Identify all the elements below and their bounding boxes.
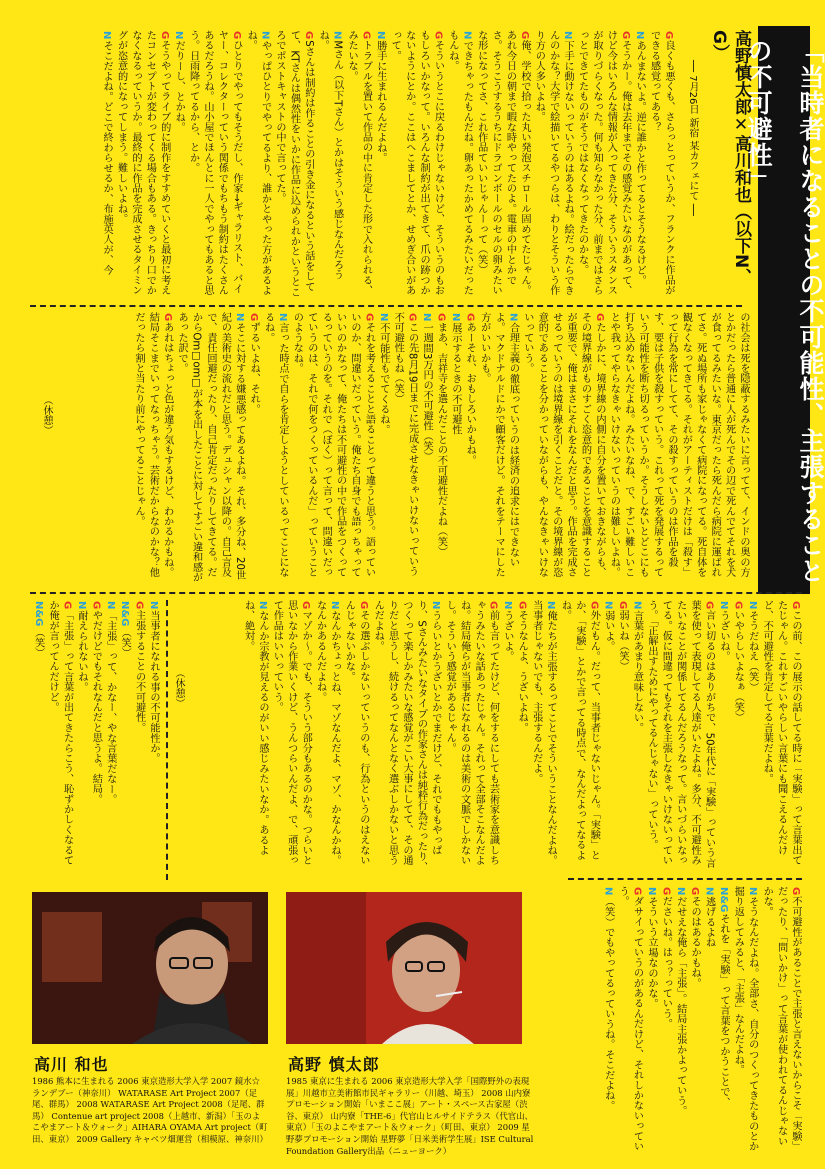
speaker-mark: G xyxy=(593,313,605,322)
speaker-mark: N xyxy=(256,601,268,610)
speaker-mark: G xyxy=(689,887,701,896)
dialogue-line xyxy=(632,30,646,300)
divider-vertical xyxy=(166,600,168,880)
dialogue-line xyxy=(171,30,185,300)
dialogue-line xyxy=(701,886,715,1154)
speaker-mark: N xyxy=(374,31,386,40)
dialogue-text: 良くも悪くも、さらっとっていうか、フランクに作品ができる感覚ってある？ xyxy=(648,30,674,296)
dialogue-text: 前も言ってたけど、何をするにしても芸術家を意識しちゃうみたいな話あったじゃん。それって全部そこなんだよね。結局俺らが当事者になれるのは美術の文脈でしかないし。そういう感覚があるじゃん。 xyxy=(444,600,499,866)
speaker-mark: N xyxy=(507,313,519,322)
speaker-mark: N xyxy=(421,313,433,322)
speaker-mark: G xyxy=(90,601,102,610)
dialogue-block-top xyxy=(30,30,675,300)
speaker-mark: G xyxy=(302,31,314,40)
dialogue-text: あんまないよ。逆に誰かと作ってるとそうなるけど。 xyxy=(634,40,646,286)
dialogue-text: うらいとかうざいとかでまだけど、それでももやっぱり、Sさんみたいなタイプの作家さんは純粋行為だったり、つくって楽しかみたいな感覚がこい大事にしてて、その通りだと思うし、続けるってなんとなく選ぶしかないと思うんだよね。 xyxy=(372,600,441,872)
dialogue-text: いやらしいよなぁ（笑） xyxy=(732,610,744,723)
dialogue-text: やっぱひとりでやってるより、誰かとやった方があるよね。 xyxy=(245,30,271,296)
dialogue-text: なんか宗教が見えるのがいい感じみたいなか。あるよね、絶対。 xyxy=(242,600,268,856)
dialogue-line xyxy=(419,312,433,584)
dialogue-text: そうなんだよね。全部さ、自分のつくってきたものとか掘り返してみると、「主張」なんだよね。 xyxy=(732,886,758,1152)
dialogue-text: 言い切るのはありがちで、50年代に「実験」っていう言葉を使って表現してる人達がいたよね。多分、不可避性みたいなことが関係してるんだろうなって。言いづらいなってる。仮に間違ってもそれを主張しなきゃいけないっていう。「正解出すためにやってるんじゃない」っていう。 xyxy=(645,600,715,868)
dialogue-line xyxy=(600,886,614,1154)
dialogue-text: まあ、吉祥寺を選んだことの不可避性だよね（笑） xyxy=(435,322,447,557)
dialogue-line xyxy=(658,886,672,1154)
speaker-mark: N xyxy=(602,601,614,610)
dialogue-line xyxy=(246,312,260,584)
speaker-mark: N xyxy=(259,31,271,40)
speaker-mark: N xyxy=(501,601,513,610)
speaker-mark: G xyxy=(588,601,600,610)
meeting-info: ── 7月26日 新宿 某カフェにて ── xyxy=(687,60,698,216)
dialogue-line xyxy=(269,600,312,872)
speaker-mark: N xyxy=(277,313,288,322)
speaker-mark: G xyxy=(406,313,418,322)
speaker-mark: N xyxy=(545,601,557,610)
speaker-mark: N xyxy=(449,313,461,322)
speaker-mark: N&G xyxy=(32,601,44,627)
divider-middle xyxy=(30,592,802,594)
profile-name-takano: 高野 慎太郎 xyxy=(288,1055,380,1074)
dialogue-line xyxy=(629,600,643,872)
dialogue-text: そうなんよ、うざいよね。 xyxy=(516,610,528,733)
divider-top xyxy=(30,305,742,307)
speaker-mark: G xyxy=(248,313,260,322)
dialogue-text: やだけどでもそれなんだと思うよ。結局。 xyxy=(90,610,102,805)
dialogue-line xyxy=(687,886,701,1154)
dialogue-text: 下手に動けないっていうのはあるよね。絵だったらできんのかな？大学で絵描いてるやつらは、わりとそういう作り方の人多いよね。 xyxy=(533,30,574,296)
dialogue-line xyxy=(644,600,716,872)
dialogue-text: その選ぶしかないっていうのも、行為というのはえないんじゃないかな。 xyxy=(343,600,369,866)
dialogue-text: ずるいよね、それ。 xyxy=(248,322,260,415)
dialogue-text: ださいね。はっ？っていう。 xyxy=(660,896,672,1029)
dialogue-line xyxy=(557,600,600,872)
speaker-mark: N xyxy=(329,601,340,610)
dialogue-line xyxy=(146,600,160,872)
speaker-mark: G xyxy=(435,313,447,322)
dialogue-text: そうやってライブ的に制作をすすめていくと最初に考えたコンセプトが変わってくる場合もある。きっちり口でかなくなるっていうか。最終的に作品を完成させるタイミングが恣意的になってしまう。難しいよね。 xyxy=(115,30,170,296)
dialogue-text: 耐えられないね。 xyxy=(75,610,87,692)
dialogue-line xyxy=(45,600,74,872)
dialogue-line xyxy=(312,600,341,872)
dialogue-text: そういう立場なのかな。 xyxy=(645,896,657,1009)
speaker-mark: N xyxy=(703,887,715,896)
dialogue-line xyxy=(341,600,370,872)
dialogue-line xyxy=(30,600,44,872)
dialogue-block-middle xyxy=(30,312,750,584)
dialogue-line xyxy=(74,600,88,872)
dialogue-block-lower-left xyxy=(30,600,160,872)
dialogue-text: だりーし、とかね。 xyxy=(173,40,185,133)
dialogue-line xyxy=(646,30,675,300)
speaker-mark: N xyxy=(631,601,643,610)
dialogue-text: 「主張」って言葉が出てきたらこう、恥ずかしくなるてか俺が言ってんだけど。 xyxy=(47,600,73,866)
dialogue-text: 合理主義の徹底っていうのは経済の追求にはできないよ。マクドナルドにかで顧客だけど。それをテーマにした方がいいかも。 xyxy=(478,312,519,578)
speaker-mark: G xyxy=(360,31,372,40)
speaker-mark: N xyxy=(674,887,686,896)
dialogue-line xyxy=(531,30,574,300)
dialogue-line xyxy=(520,312,606,584)
dialogue-line xyxy=(185,30,243,300)
dialogue-text: そのはあるかもね。 xyxy=(689,896,701,989)
dialogue-text: Sさんは制約は作ることの引き金になるという話をしてて、KTさんは偶然性をいかに作品に込められかというところでポストキャストの中で言ってた。 xyxy=(274,30,314,298)
speaker-mark: N xyxy=(645,887,657,896)
dialogue-line xyxy=(102,600,116,872)
speaker-mark: N xyxy=(634,31,646,40)
dialogue-line xyxy=(730,600,744,872)
dialogue-text: トラブルを置いて作品の中に肯定した形で入れられる、みたいな。 xyxy=(346,30,372,296)
dialogue-line xyxy=(499,600,513,872)
speaker-mark: G xyxy=(663,31,674,40)
speaker-mark: G xyxy=(732,601,744,610)
profile-bio-takagawa: 1986 熊本に生まれる 2006 東京造形大学入学 2007 鏡水☆ランデブー（神奈川） WATARASE Art Project 2007（足尾、群馬） 2008 WATARASE Art Project 2008（足尾、群馬） Contenue art project 2008（上越市、新潟）「玉のよこやまアート＆ウォーク」AIHARA OYAMA Art project（町田、東京） 2009 Gallery キャベツ畑運営（相模原、神奈川） xyxy=(32,1076,268,1144)
dialogue-text: うざいね。 xyxy=(717,610,729,662)
dialogue-line xyxy=(344,30,373,300)
speaker-mark: N xyxy=(717,601,729,610)
photo-takagawa xyxy=(32,892,268,1044)
dialogue-text: そういうとこに戻るわけじゃないけど、そういうのもおもしろいかなって。いろんな制約が出てきて、爪の跡つかないようにとか。ここはヘこましてとか、せめぎ合いがあって。 xyxy=(389,30,444,296)
dialogue-line xyxy=(131,312,174,584)
dialogue-line xyxy=(606,312,750,584)
dialogue-text: 外だもん。だって、当事者じゃないじゃん。「実験」とか、「実験」とかで言ってる時点で、なんだよってなるよね。 xyxy=(559,600,600,861)
dialogue-text: （笑）でもやってるっていうね。そこだよね。 xyxy=(602,896,614,1111)
dialogue-text: うざいよ。 xyxy=(501,610,513,662)
dialogue-text: この先8月19日までに完成させなきゃいけないっていう不可避性もね（笑） xyxy=(392,312,418,577)
speaker-mark: G xyxy=(487,601,499,610)
dialogue-line xyxy=(272,30,315,300)
speaker-mark: N xyxy=(562,31,574,40)
dialogue-text: 主張することの不可避性。 xyxy=(133,610,145,733)
speaker-mark: G xyxy=(703,601,715,610)
dialogue-text: 弱いね（笑） xyxy=(617,610,629,672)
article-title: 「当時者になることの不可能性、主張することの不可避性」 xyxy=(744,38,825,584)
dialogue-block-lower xyxy=(172,600,802,872)
dialogue-text: の社会は死を隠蔽するみたいに言ってて、インドの奥の方とかだったら普通に人が死んでその辺で死んでてそれを犬が食ってるみたいな。東京だったら死んだら病院に運ばれてさ。死ぬ場所も家じゃなくて病院になってる。死自体を観なくなってきてる。それがアーティストだけは「殺す」って行為を常にしてて、その殺すっていうのは作品を殺す、要は子供を殺すっていう。これって死を発展するっていう可能性を断ち切るっていうか。そうしないとどこにも打ち込めないんだよね。みたいなね、で、すごい難しいことや我ってやらなきゃいけないっていうのは難しいよね。 xyxy=(608,312,749,578)
speaker-mark: G xyxy=(158,31,170,40)
dialogue-line xyxy=(476,312,519,584)
dialogue-line xyxy=(442,600,500,872)
dialogue-text: この前、この展示の話してる時に「実験」って言葉出てたじゃん。これすごいやらしい言葉にも聞こえるんだけど、不可避性を肯定してる言葉だよね。 xyxy=(761,600,801,866)
speaker-mark: N xyxy=(429,601,441,610)
speaker-mark: G xyxy=(357,601,369,610)
dialogue-text: それを「実験」って言葉をつかうことで、 xyxy=(717,913,729,1108)
speaker-mark: N&G xyxy=(119,601,131,627)
speaker-mark: G xyxy=(518,31,530,40)
dialogue-line xyxy=(131,600,145,872)
speaker-mark: N xyxy=(104,601,116,610)
dialogue-text: 俺、学校で拾った丸い発泡スチロール固めてたじゃん。あれ今日の朝まで暇な時やってたのよ。電車の中とかでさ。そうこうするうちにドラゴンボールのセルの卵みたいな形になってさ、これ作品ていいじゃんーって（笑） xyxy=(475,30,530,296)
dialogue-line xyxy=(716,600,730,872)
speaker-mark: N xyxy=(173,31,185,40)
dialogue-line xyxy=(528,600,557,872)
dialogue-line xyxy=(615,600,629,872)
photo-takano xyxy=(286,892,522,1044)
dialogue-line xyxy=(644,886,658,1154)
dialogue-line xyxy=(113,30,171,300)
speaker-mark: N xyxy=(461,31,473,40)
divider-bottom xyxy=(568,878,802,880)
speaker-mark: N xyxy=(602,887,614,896)
speaker-mark: G xyxy=(660,887,672,896)
dialogue-line xyxy=(289,312,375,584)
dialogue-line xyxy=(88,600,102,872)
dialogue-line xyxy=(99,30,113,300)
speaker-mark: N xyxy=(233,313,245,322)
dialogue-text: （笑） xyxy=(119,627,131,658)
dialogue-text: そこに対する嫌悪感ってあるよね。それ、多分ね、20世紀の美術史の流れだと思う。デュシャン以降の。自己言及で、責任回避だったり、自己肯定だったりしてきてる。だからOm□om□が本を出したことに対してすごい違和感があった訳で。 xyxy=(176,312,245,583)
dialogue-text: ひとりでやってもそうだし、作家→ギャラリスト、バイヤー、コレクターっていう関係でもちもう制約はたくさんあるだろうね。山小屋でほんとに一人でやってもあると思う。日雨降ってるから、とか。 xyxy=(187,30,242,296)
dialogue-text: あれはちょっと色が違う気もするけど、わかるかもね。結局そこまでいってなっちゃう。芸術だからなのかな？他だったら割と当たり前にやってることじゃん。 xyxy=(132,312,173,578)
dialogue-text: 不可避性があることで主張と言えないからこそ「実験」だったり、「問いかけ」って言葉が使われてるんじゃないかな。 xyxy=(761,886,801,1152)
speaker-mark: G xyxy=(516,601,528,610)
dialogue-text: なんかちょっとね、マゾなんだよ、マゾ、かなんかね。なんかあるんだよね。 xyxy=(314,600,340,866)
dialogue-text: ダサイっていうのがあるんだけど、それしかないっていう。 xyxy=(617,886,643,1152)
speaker-mark: N xyxy=(331,31,343,40)
article-title-banner xyxy=(744,26,825,594)
dialogue-line xyxy=(574,30,632,300)
dialogue-line xyxy=(672,886,686,1154)
dialogue-line xyxy=(260,312,289,584)
dialogue-text: それを考えることと語ることって違うと思う。語っていいのか、問違いだっていう。俺たち自身でも語っちゃっていいのかなって、俺たちは不可避性の中で作品をつくってるっていうのを。それで（ぼく）って言って、問違いだっていうのは、それで何をつくっているんだ」っていうことのようなね。 xyxy=(291,312,375,578)
speaker-mark: G xyxy=(619,31,631,40)
speaker-mark: N xyxy=(75,601,87,610)
dialogue-line xyxy=(390,312,419,584)
dialogue-text: 言った時点で自らを肯定しようとしているってことになるね。 xyxy=(262,312,288,578)
dialogue-text: マゾか〜。でも、そういう部分もあるのかな。つらいと思いなから作業いくけど、うんつらいんだよ、で、頑張って作品はいいっていう。 xyxy=(271,600,312,866)
dialogue-block-bottom xyxy=(572,886,802,1154)
speaker-mark: N xyxy=(148,601,159,610)
dialogue-text: そうだねえ（笑） xyxy=(746,610,758,692)
speaker-mark: G xyxy=(432,31,444,40)
dialogue-line xyxy=(372,30,386,300)
dialogue-text: そこだよね。どこで終わらせるか、布施英人が、今 xyxy=(101,40,113,275)
dialogue-line xyxy=(759,886,802,1154)
portrait-illustration-takagawa xyxy=(32,892,268,1044)
dialogue-line xyxy=(375,312,389,584)
speaker-mark: G xyxy=(61,601,73,610)
dialogue-text: 弱いよ。 xyxy=(602,610,614,652)
speaker-mark: G xyxy=(631,887,643,896)
speaker-mark: G xyxy=(133,601,145,610)
dialogue-line xyxy=(240,600,269,872)
dialogue-line xyxy=(730,886,759,1154)
dialogue-text: 一週間3万円の不可避性（笑） xyxy=(421,322,433,462)
dialogue-text: だせえな俺ら「主張」。結局主張かよっていう。 xyxy=(674,896,686,1116)
dialogue-line xyxy=(514,600,528,872)
dialogue-line xyxy=(600,600,614,872)
dialogue-line xyxy=(744,600,758,872)
speaker-mark: N xyxy=(746,601,758,610)
dialogue-text: Mさん（以下Tさん）とかはそういう感じなんだろうね。 xyxy=(317,30,343,280)
dialogue-line xyxy=(174,312,246,584)
dialogue-line xyxy=(370,600,442,872)
dialogue-line xyxy=(387,30,445,300)
dialogue-line xyxy=(716,886,730,1154)
speaker-mark: G xyxy=(161,313,173,322)
dialogue-text: あーそれ、おもしろいかもね。 xyxy=(464,322,476,466)
portrait-illustration-takano xyxy=(286,892,522,1044)
speaker-mark: G xyxy=(790,601,801,610)
speaker-mark: G xyxy=(300,601,312,610)
speaker-mark: N xyxy=(746,887,758,896)
speaker-mark: N xyxy=(101,31,113,40)
profile-bio-takano: 1985 東京に生まれる 2006 東京造形大学入学「国際野外の表現展」川越市立美術館市民ギャラリー（川越、埼玉） 2008 山内寮プロモーション開始「いまここ展」アート・スペース古家屋（渋谷、東京） 山内寮「THE-6」代官山ヒルサイドテラス（代官山、東京）「玉のよこやまアート＆ウォーク」（町田、東京） 2009 星野夢プロモーション開始 星野夢「日米美術学生展」ISE Cultural Foundation Gallery出品（ニューヨーク） xyxy=(286,1076,534,1156)
dialogue-line xyxy=(433,312,447,584)
dialogue-line xyxy=(117,600,131,872)
pause-label-lower: （休憩） xyxy=(173,668,184,708)
dialogue-text: 俺たちが主張するってことでそういうことなんだよね。当事者じゃないでも、主張するんだよ。 xyxy=(530,600,557,866)
dialogue-line xyxy=(473,30,531,300)
dialogue-text: （笑） xyxy=(32,627,44,658)
dialogue-line xyxy=(445,30,474,300)
dialogue-text: たしかに、境界線の内側に自分を置いておきながらも、その境界線がものすごく恣意的であることを意識することが重要で、俺はまさにそれをなんだと思う。作品を完成させるっていうのは境界線を引くことだと。その境界線が恣意的であることを分かっていながらも、やんなきゃいけないっていう。 xyxy=(521,312,605,578)
dialogue-text: 勝手に生まれるんだよね。 xyxy=(374,40,386,163)
dialogue-text: 「主張」って、かなー、やな言葉だなー。 xyxy=(104,610,116,805)
dialogue-text: 展示するときの不可避性 xyxy=(449,322,461,435)
dialogue-line xyxy=(447,312,461,584)
speaker-mark: N&G xyxy=(717,887,729,913)
dialogue-text: 逃げるよね xyxy=(703,896,715,948)
dialogue-text: そうかー。俺は去年までその感覚みたいなのがあって、けど今はいろんな情報が入ってきた分、そういうスタンスが取りづらくなった。何も知らなかった分、前まではさらっとできてたものがそうではなくなってきたのかな。 xyxy=(576,30,631,296)
dialogue-line xyxy=(759,600,802,872)
participants: 高野慎太郎✕高川和也（以下N、G） xyxy=(709,30,751,286)
dialogue-line xyxy=(615,886,644,1154)
dialogue-line xyxy=(315,30,344,300)
dialogue-text: 当事者になれる事の不可能性か。 xyxy=(148,610,159,764)
profile-name-takagawa: 高川 和也 xyxy=(34,1055,109,1074)
speaker-mark: G xyxy=(230,31,242,40)
dialogue-text: できちゃったもんだね。卵あったかめてるみたいだったもんね。 xyxy=(446,30,473,296)
speaker-mark: N xyxy=(377,313,389,322)
speaker-mark: G xyxy=(790,887,801,896)
pause-label-top: （休憩） xyxy=(41,395,52,435)
speaker-mark: G xyxy=(363,313,375,322)
dialogue-line xyxy=(462,312,476,584)
dialogue-line xyxy=(243,30,272,300)
dialogue-text: 不可能性もでてくるね。 xyxy=(377,322,389,435)
speaker-mark: G xyxy=(464,313,476,322)
speaker-mark: G xyxy=(617,601,629,610)
dialogue-text: 言葉があまり意味しない。 xyxy=(631,610,643,733)
